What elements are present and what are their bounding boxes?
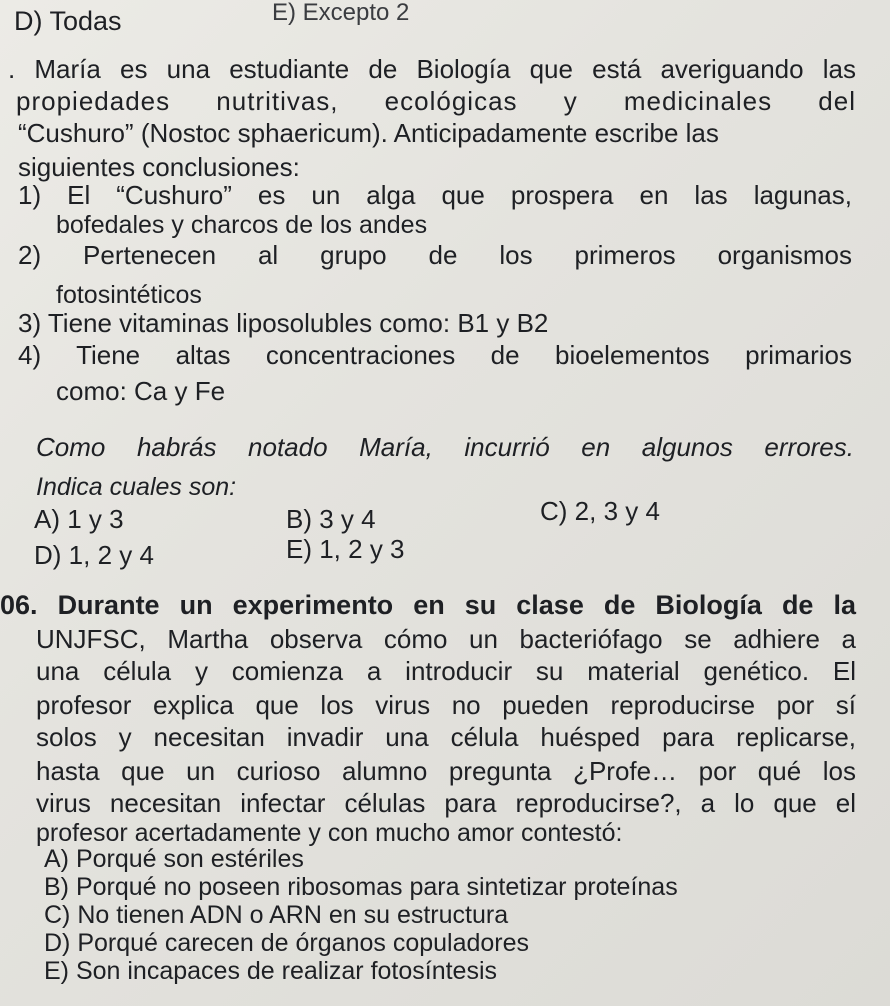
q5-conclusion-2: 2) Pertenecen al grupo de los primeros organismos (18, 240, 852, 270)
q6-option-c[interactable]: C) No tienen ADN o ARN en su estructura (44, 901, 509, 929)
q6-line-3: una célula y comienza a introducir su material genético. El (36, 656, 856, 686)
q5-conclusion-2-cont: fotosintéticos (56, 281, 202, 309)
q5-conclusion-4: 4) Tiene altas concentraciones de bioelementos primarios (18, 340, 852, 370)
q5-prompt-line-2: Indica cuales son: (36, 473, 237, 501)
q5-option-d[interactable]: D) 1, 2 y 4 (34, 540, 154, 570)
q6-line-6: hasta que un curioso alumno pregunta ¿Profe… por qué los (36, 756, 856, 786)
q5-conclusion-4-cont: como: Ca y Fe (56, 376, 226, 406)
q6-line-8: profesor acertadamente y con mucho amor contestó: (36, 819, 623, 847)
q6-line-4: profesor explica que los virus no pueden reproducirse por sí (36, 690, 856, 720)
q5-option-a[interactable]: A) 1 y 3 (34, 504, 124, 534)
q5-intro-line-3-text: “Cushuro” (Nostoc sphaericum). Anticipadamente escribe las (18, 118, 719, 148)
q6-option-d[interactable]: D) Porqué carecen de órganos copuladores (44, 929, 530, 957)
q5-option-e[interactable]: E) 1, 2 y 3 (286, 534, 405, 564)
q6-option-e[interactable]: E) Son incapaces de realizar fotosíntesis (44, 957, 498, 985)
prev-option-d: D) Todas (14, 6, 122, 36)
q5-intro-line-2: propiedades nutritivas, ecológicas y medicinales del (16, 86, 856, 116)
q5-conclusion-1-cont: bofedales y charcos de los andes (56, 211, 428, 239)
q5-conclusion-1: 1) El “Cushuro” es un alga que prospera en las lagunas, (18, 180, 852, 210)
q5-intro-line-4: siguientes conclusiones: (18, 152, 300, 182)
q5-option-b[interactable]: B) 3 y 4 (286, 504, 376, 534)
q6-line-7: virus necesitan infectar células para reproducirse?, a lo que el (36, 788, 856, 818)
q5-intro-line-3 (18, 118, 856, 148)
prev-option-e: E) Excepto 2 (272, 0, 410, 26)
q5-intro-line-1: . María es una estudiante de Biología que está averiguando las (8, 54, 856, 84)
q5-prompt-line-1: Como habrás notado María, incurrió en algunos errores. (36, 432, 854, 462)
q5-option-c[interactable]: C) 2, 3 y 4 (540, 496, 660, 526)
q6-option-b[interactable]: B) Porqué no poseen ribosomas para sintetizar proteínas (44, 873, 678, 901)
q6-line-5: solos y necesitan invadir una célula huésped para replicarse, (36, 722, 856, 752)
q5-conclusion-3: 3) Tiene vitaminas liposolubles como: B1 y B2 (18, 308, 549, 338)
q6-line-2: UNJFSC, Martha observa cómo un bacteriófago se adhiere a (36, 624, 856, 654)
q6-line-1: 06. Durante un experimento en su clase de Biología de la (0, 590, 856, 620)
q6-option-a[interactable]: A) Porqué son estériles (44, 845, 304, 873)
